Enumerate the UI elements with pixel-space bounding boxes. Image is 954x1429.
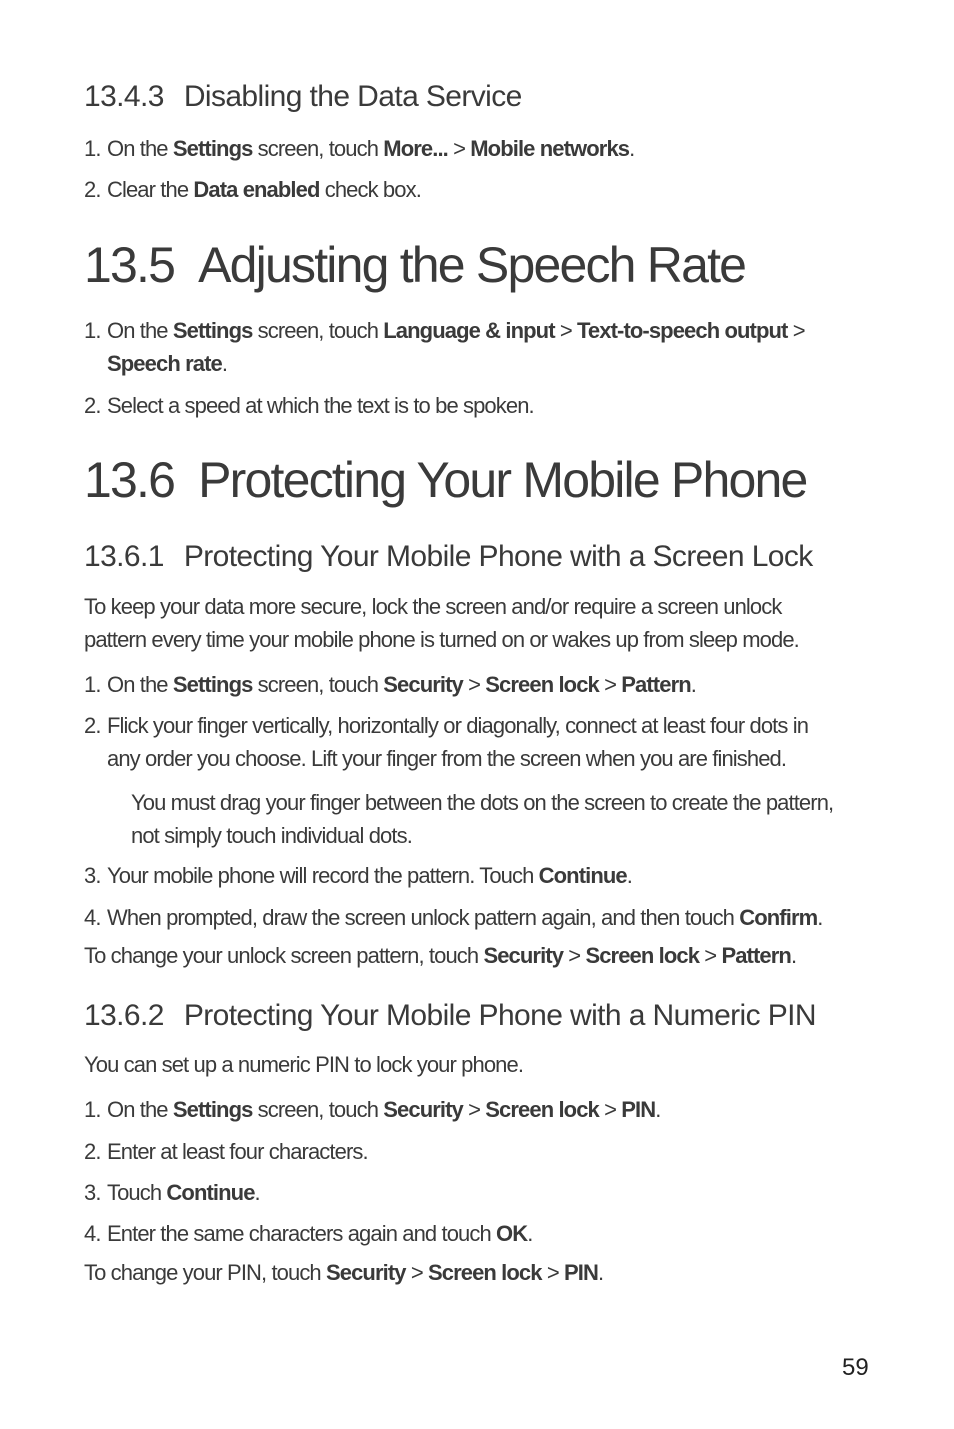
- note-13-6-1: You must drag your finger between the dots on the screen to create the pattern, not simply touch individual dots.: [131, 790, 834, 848]
- heading-13-6: 13.6 Protecting Your Mobile Phone: [84, 452, 807, 508]
- intro-13-6-2: You can set up a numeric PIN to lock your phone.: [84, 1052, 524, 1077]
- step-13-6-1-3: 3. Your mobile phone will record the pattern. Touch Continue.: [84, 863, 632, 888]
- heading-13-6-1: 13.6.1 Protecting Your Mobile Phone with a Screen Lock: [84, 540, 813, 573]
- heading-13-5: 13.5 Adjusting the Speech Rate: [84, 237, 746, 293]
- step-13-6-2-2: 2. Enter at least four characters.: [84, 1139, 368, 1164]
- step-13-6-1-1: 1. On the Settings screen, touch Security > Screen lock > Pattern.: [84, 672, 696, 697]
- step-13-6-2-4: 4. Enter the same characters again and touch OK.: [84, 1221, 533, 1246]
- step-13-4-3-2: 2. Clear the Data enabled check box.: [84, 177, 421, 202]
- change-pin-13-6-2: To change your PIN, touch Security > Screen lock > PIN.: [84, 1260, 604, 1285]
- step-13-4-3-1: 1. On the Settings screen, touch More... > Mobile networks.: [84, 136, 635, 161]
- step-13-5-1: 1. On the Settings screen, touch Language & input > Text-to-speech output > Speech rate.: [84, 318, 805, 376]
- step-13-6-2-3: 3. Touch Continue.: [84, 1180, 260, 1205]
- heading-13-6-2: 13.6.2 Protecting Your Mobile Phone with a Numeric PIN: [84, 999, 816, 1032]
- step-13-6-1-4: 4. When prompted, draw the screen unlock pattern again, and then touch Confirm.: [84, 905, 823, 930]
- step-13-6-1-2: 2. Flick your finger vertically, horizontally or diagonally, connect at least four dots in any order you choose. Lift your finger from the screen when you are finished.: [84, 713, 809, 771]
- page-number: 59: [842, 1354, 869, 1381]
- intro-13-6-1: To keep your data more secure, lock the screen and/or require a screen unlock pattern every time your mobile phone is turned on or wakes up from sleep mode.: [84, 594, 799, 652]
- step-13-6-2-1: 1. On the Settings screen, touch Security > Screen lock > PIN.: [84, 1097, 661, 1122]
- step-13-5-2: 2. Select a speed at which the text is to be spoken.: [84, 393, 534, 418]
- change-pattern-13-6-1: To change your unlock screen pattern, touch Security > Screen lock > Pattern.: [84, 943, 797, 968]
- heading-13-4-3: 13.4.3 Disabling the Data Service: [84, 80, 522, 113]
